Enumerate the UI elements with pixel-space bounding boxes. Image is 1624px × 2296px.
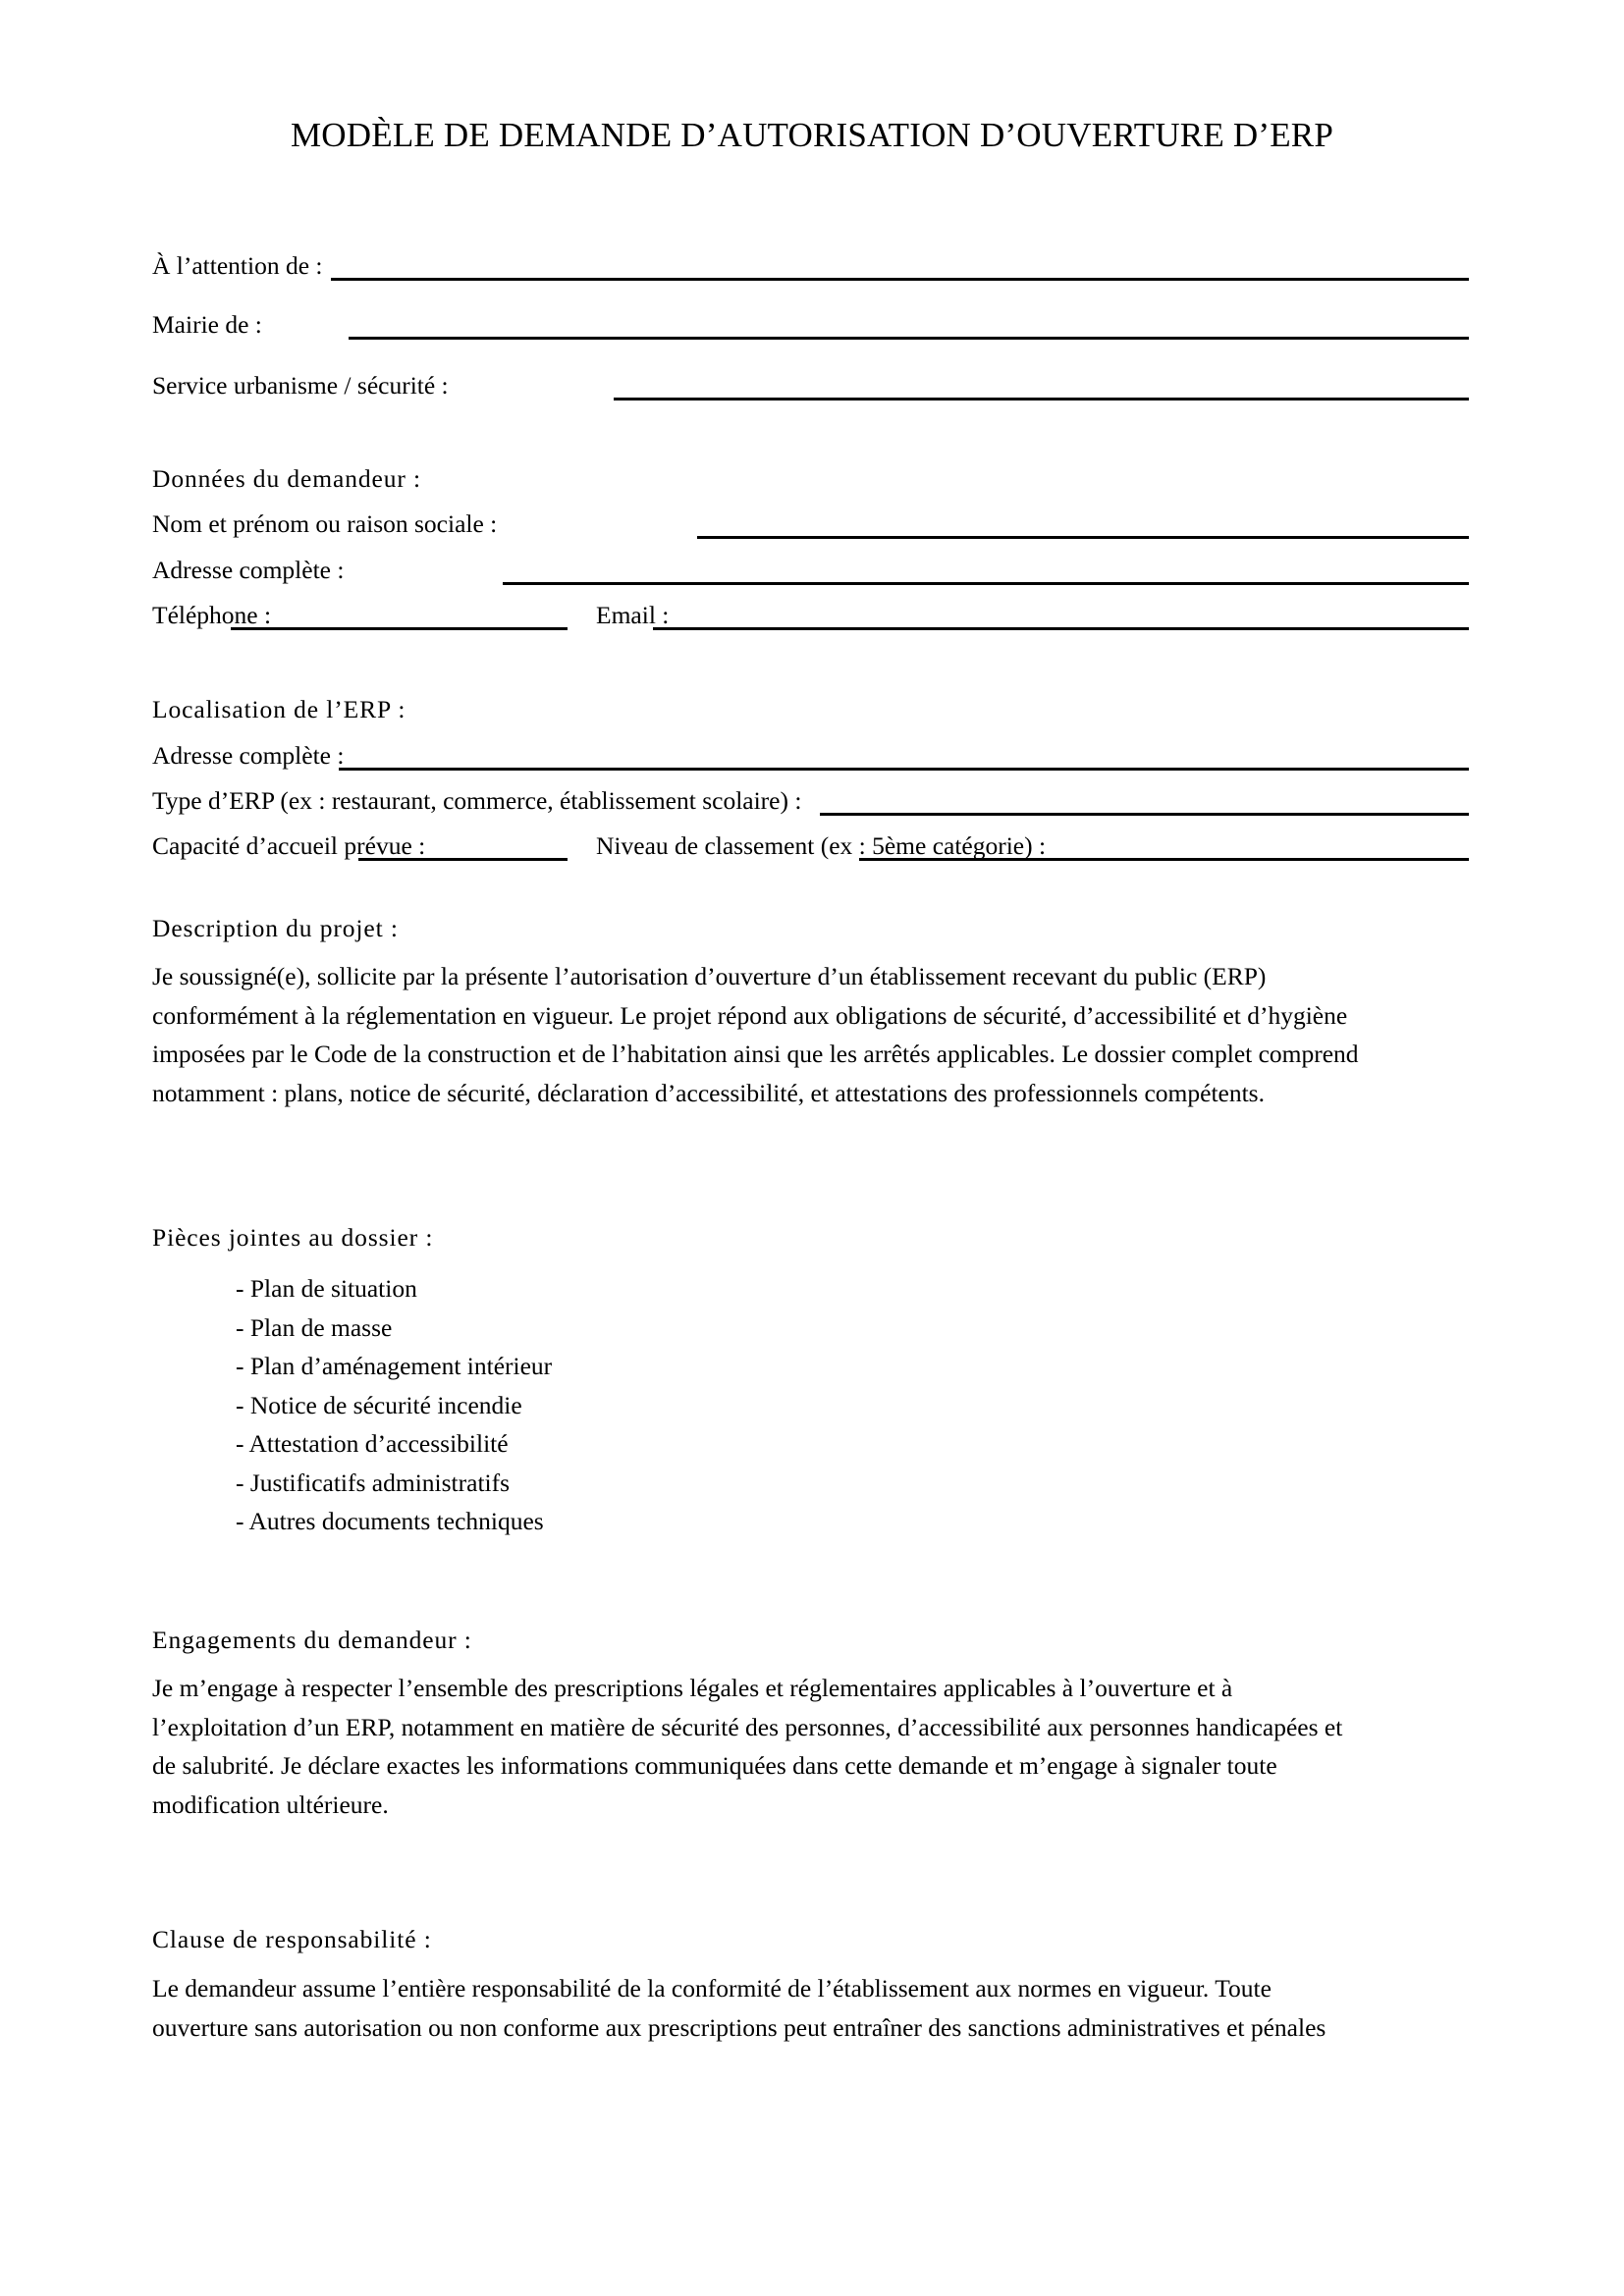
applicant-email-input-line[interactable] [653,627,1469,630]
list-item: - Plan d’aménagement intérieur [236,1352,553,1380]
page-title: MODÈLE DE DEMANDE D’AUTORISATION D’OUVERTURE D’ERP [290,116,1334,154]
capacity-label: Capacité d’accueil prévue : [152,831,426,860]
commitments-line: modification ultérieure. [152,1789,389,1819]
applicant-phone-label: Téléphone : [152,601,272,629]
commitments-line: Je m’engage à respecter l’ensemble des prescriptions légales et réglementaires applicables à l’ouverture et à [152,1674,1233,1702]
list-item: - Justificatifs administratifs [236,1468,511,1497]
erp-type-input-line[interactable] [820,813,1469,816]
mairie-label: Mairie de : [152,310,262,339]
liability-line: ouverture sans autorisation ou non conforme aux prescriptions peut entraîner des sanctions administratives et pénales [152,2012,1326,2042]
classification-label: Niveau de classement (ex : 5ème catégorie) : [596,831,1047,860]
list-item: - Attestation d’accessibilité [236,1429,509,1458]
list-item: - Plan de situation [236,1274,417,1303]
attention-input-line[interactable] [331,278,1469,281]
applicant-name-input-line[interactable] [697,536,1469,539]
list-item: - Plan de masse [236,1312,393,1342]
attention-label: À l’attention de : [152,251,323,280]
description-heading: Description du projet : [152,914,399,942]
liability-paragraph [152,1969,1478,2047]
liability-heading: Clause de responsabilité : [152,1925,432,1953]
list-item: - Autres documents techniques [236,1507,544,1535]
capacity-input-line[interactable] [358,858,568,861]
commitments-paragraph [152,1669,1478,1824]
service-label: Service urbanisme / sécurité : [152,371,449,400]
description-line: imposées par le Code de la construction et de l’habitation ainsi que les arrêtés applicables. Le dossier complet comprend [152,1040,1359,1068]
description-line: notamment : plans, notice de sécurité, déclaration d’accessibilité, et attestations des professionnels compétents. [152,1078,1265,1107]
classification-input-line[interactable] [859,858,1469,861]
commitments-line: de salubrité. Je déclare exactes les informations communiquées dans cette demande et m’engage à signaler toute [152,1751,1277,1780]
applicant-name-label: Nom et prénom ou raison sociale : [152,509,498,538]
attachments-list [236,1269,552,1541]
mairie-input-line[interactable] [349,337,1469,340]
location-address-label: Adresse complète : [152,741,345,770]
erp-type-label: Type d’ERP (ex : restaurant, commerce, établissement scolaire) : [152,786,802,815]
service-input-line[interactable] [614,398,1469,400]
description-paragraph [152,957,1478,1112]
commitments-heading: Engagements du demandeur : [152,1626,472,1654]
description-line: Je soussigné(e), sollicite par la présente l’autorisation d’ouverture d’un établissement recevant du public (ERP) [152,962,1267,990]
description-line: conformément à la réglementation en vigueur. Le projet répond aux obligations de sécurité, d’accessibilité et d’hygiène [152,1000,1348,1030]
location-address-input-line[interactable] [339,768,1469,771]
liability-line: Le demandeur assume l’entière responsabilité de la conformité de l’établissement aux normes en vigueur. Toute [152,1974,1272,2002]
location-section-label: Localisation de l’ERP : [152,695,406,723]
applicant-email-label: Email : [596,601,670,629]
applicant-phone-input-line[interactable] [231,627,568,630]
applicant-section-label: Données du demandeur : [152,464,422,493]
applicant-address-label: Adresse complète : [152,556,345,584]
applicant-address-input-line[interactable] [503,582,1469,585]
list-item: - Notice de sécurité incendie [236,1390,522,1419]
attachments-heading: Pièces jointes au dossier : [152,1223,434,1252]
commitments-line: l’exploitation d’un ERP, notamment en matière de sécurité des personnes, d’accessibilité aux personnes handicapées et [152,1712,1343,1741]
